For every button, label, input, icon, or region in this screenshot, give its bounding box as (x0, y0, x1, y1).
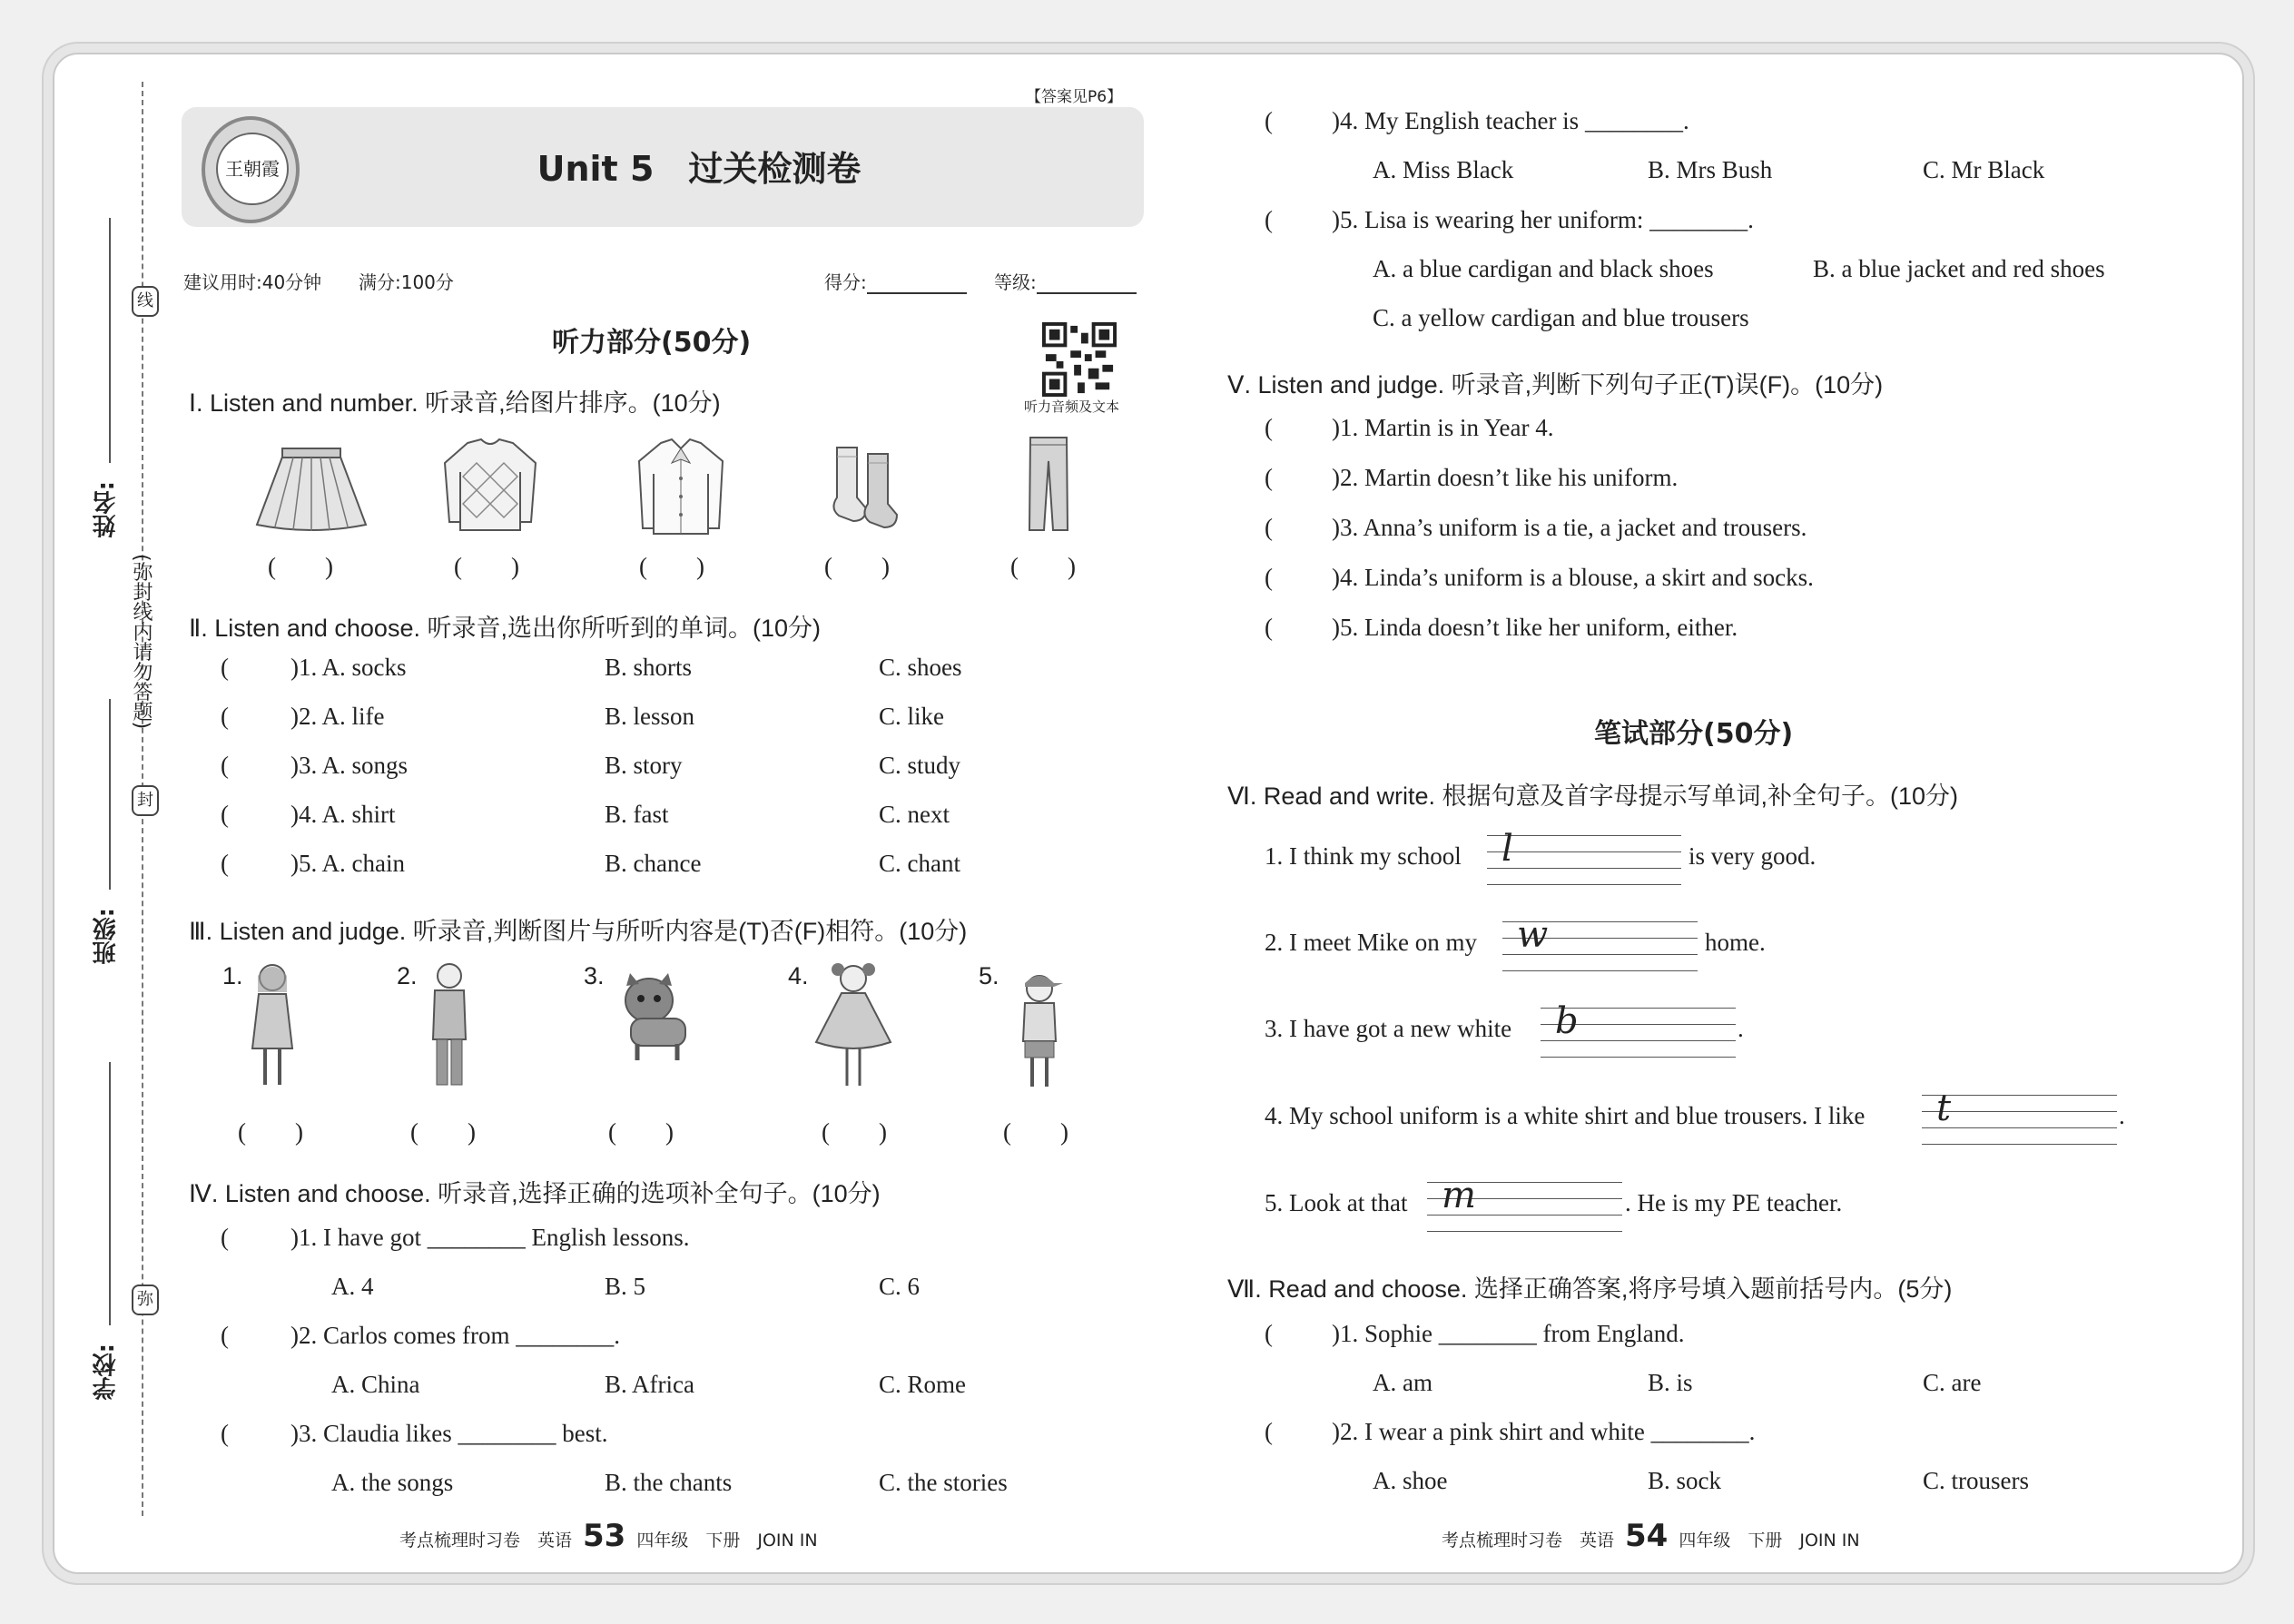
section-2-paren-3[interactable]: ( (221, 752, 229, 779)
section-6-writing-line[interactable] (1541, 1057, 1736, 1058)
section-4-option-b-3[interactable]: B. the chants (605, 1469, 733, 1496)
section-7-option-c-2[interactable]: C. trousers (1923, 1467, 2029, 1494)
section-5-statement-1: )1. Martin is in Year 4. (1332, 414, 1554, 441)
section-2-option-b-2[interactable]: B. lesson (605, 703, 695, 730)
section-6-hint-letter-5: m (1442, 1175, 1476, 1216)
section-5-heading: Ⅴ. Listen and judge. 听录音,判断下列句子正(T)误(F)。(10分) (1227, 371, 1884, 399)
section-4-option-a-2[interactable]: A. China (331, 1371, 420, 1398)
section-2-option-b-1[interactable]: B. shorts (605, 654, 693, 681)
section-3-num-1: 1. (222, 962, 243, 989)
publisher-logo (202, 116, 300, 223)
section-5-paren-3[interactable]: ( (1265, 514, 1273, 541)
section-4-question-5: )5. Lisa is wearing her uniform: ________. (1332, 206, 1754, 233)
section-2-option-b-4[interactable]: B. fast (605, 801, 669, 828)
section-3-answer-2[interactable]: ( ) (410, 1118, 476, 1146)
section-4-paren-4[interactable]: ( (1265, 107, 1273, 134)
section-2-paren-4[interactable]: ( (221, 801, 229, 828)
section-6-suffix-3: . (1738, 1015, 1744, 1042)
section-7-heading: Ⅶ. Read and choose. 选择正确答案,将序号填入题前括号内。(5分) (1227, 1275, 1953, 1303)
section-2-paren-1[interactable]: ( (221, 654, 229, 681)
footer-right-book: 考点梳理时习卷 英语 (1442, 1530, 1615, 1550)
section-1-answer-3[interactable]: ( ) (639, 553, 704, 580)
boy-picture-5 (1012, 967, 1067, 1094)
footer-left (399, 1518, 818, 1554)
section-2-paren-5[interactable]: ( (221, 850, 229, 877)
blouse-picture (635, 438, 726, 537)
section-1-answer-5[interactable]: ( ) (1010, 553, 1076, 580)
section-4-question-1: )1. I have got ________ English lessons. (290, 1224, 690, 1251)
section-2-option-c-2[interactable]: C. like (879, 703, 944, 730)
seal-note (127, 554, 154, 735)
section-4-question-3: )3. Claudia likes ________ best. (290, 1420, 608, 1447)
section-7-option-b-1[interactable]: B. is (1648, 1369, 1693, 1396)
qr-caption: 听力音频及文本 (1024, 399, 1120, 415)
section-4-option-c-4[interactable]: C. Mr Black (1923, 156, 2045, 183)
girl-picture-4 (812, 960, 894, 1092)
section-4-question-2: )2. Carlos comes from ________. (290, 1322, 620, 1349)
section-6-prompt-5: 5. Look at that (1265, 1189, 1408, 1216)
time-label: 建议用时:40分钟 (183, 271, 322, 293)
page-number-left: 53 (583, 1518, 626, 1554)
section-6-suffix-5: . He is my PE teacher. (1625, 1189, 1843, 1216)
section-6-prompt-3: 3. I have got a new white (1265, 1015, 1512, 1042)
section-6-writing-line[interactable] (1502, 970, 1698, 971)
section-2-paren-2[interactable]: ( (221, 703, 229, 730)
section-5-statement-3: )3. Anna’s uniform is a tie, a jacket and trousers. (1332, 514, 1807, 541)
section-2-option-a-2[interactable]: )2. A. life (290, 703, 385, 730)
section-5-paren-2[interactable]: ( (1265, 464, 1273, 491)
section-6-writing-line[interactable] (1922, 1111, 2117, 1112)
section-4-option-c-5[interactable]: C. a yellow cardigan and blue trousers (1373, 304, 1749, 331)
section-2-option-a-4[interactable]: )4. A. shirt (290, 801, 396, 828)
section-4-option-b-1[interactable]: B. 5 (605, 1273, 646, 1300)
school-line (109, 1062, 111, 1325)
section-4-question-4: )4. My English teacher is ________. (1332, 107, 1689, 134)
section-6-writing-line[interactable] (1922, 1095, 2117, 1096)
section-3-num-3: 3. (584, 962, 605, 989)
boy-picture-2 (422, 958, 477, 1094)
section-1-answer-4[interactable]: ( ) (824, 553, 890, 580)
section-4-option-c-2[interactable]: C. Rome (879, 1371, 967, 1398)
section-4-option-c-1[interactable]: C. 6 (879, 1273, 921, 1300)
logo-text: 王朝霞 (216, 133, 289, 205)
section-4-paren-3[interactable]: ( (221, 1420, 229, 1447)
section-6-writing-line[interactable] (1487, 884, 1681, 885)
section-2-option-a-1[interactable]: )1. A. socks (290, 654, 407, 681)
section-6-writing-line[interactable] (1487, 835, 1681, 836)
section-2-option-c-1[interactable]: C. shoes (879, 654, 962, 681)
section-3-num-2: 2. (397, 962, 418, 989)
school-label: 学校: (93, 1343, 120, 1401)
section-2-option-c-3[interactable]: C. study (879, 752, 961, 779)
section-2-heading: Ⅱ. Listen and choose. 听录音,选出你所听到的单词。(10分) (189, 615, 821, 642)
section-6-writing-line[interactable] (1487, 868, 1681, 869)
section-6-suffix-4: . (2119, 1102, 2125, 1129)
section-3-num-5: 5. (979, 962, 999, 989)
section-4-option-a-5[interactable]: A. a blue cardigan and black shoes (1373, 255, 1714, 282)
seal-char-line: 线 (132, 286, 159, 317)
qr-code[interactable] (1042, 322, 1117, 397)
section-5-statement-4: )4. Linda’s uniform is a blouse, a skirt and socks. (1332, 564, 1814, 591)
grade-label: 等级: (994, 271, 1037, 293)
section-6-hint-letter-2: w (1517, 914, 1549, 956)
socks-picture (826, 443, 908, 534)
section-6-hint-letter-1: l (1501, 828, 1513, 870)
section-7-option-a-1[interactable]: A. am (1373, 1369, 1433, 1396)
section-4-option-b-4[interactable]: B. Mrs Bush (1648, 156, 1773, 183)
footer-left-grade: 四年级 下册 JOIN IN (636, 1530, 818, 1550)
section-2-option-b-3[interactable]: B. story (605, 752, 683, 779)
footer-right-grade: 四年级 下册 JOIN IN (1679, 1530, 1860, 1550)
section-7-option-a-2[interactable]: A. shoe (1373, 1467, 1448, 1494)
section-5-paren-4[interactable]: ( (1265, 564, 1273, 591)
seal-char-mi: 弥 (132, 1284, 159, 1315)
section-6-hint-letter-4: t (1936, 1088, 1952, 1129)
score-field[interactable] (824, 268, 967, 294)
section-4-option-c-3[interactable]: C. the stories (879, 1469, 1008, 1496)
section-2-option-c-4[interactable]: C. next (879, 801, 950, 828)
section-5-paren-5[interactable]: ( (1265, 614, 1273, 641)
section-6-prompt-1: 1. I think my school (1265, 842, 1462, 870)
listening-title: 听力部分(50分) (552, 327, 752, 359)
section-4-paren-5[interactable]: ( (1265, 206, 1273, 233)
section-2-option-b-5[interactable]: B. chance (605, 850, 702, 877)
section-4-heading: Ⅳ. Listen and choose. 听录音,选择正确的选项补全句子。(10分) (189, 1180, 881, 1207)
section-3-num-4: 4. (788, 962, 809, 989)
section-2-option-c-5[interactable]: C. chant (879, 850, 960, 877)
section-3-answer-4[interactable]: ( ) (822, 1118, 887, 1146)
section-4-paren-1[interactable]: ( (221, 1224, 229, 1251)
footer-right (1442, 1518, 1860, 1554)
section-6-heading: Ⅵ. Read and write. 根据句意及首字母提示写单词,补全句子。(10分) (1227, 782, 1959, 810)
skirt-picture (252, 445, 370, 536)
class-line (109, 699, 111, 890)
page-title: Unit 5 过关检测卷 (537, 149, 861, 189)
trousers-picture (1026, 434, 1071, 534)
sweater-picture (440, 436, 540, 536)
section-5-statement-5: )5. Linda doesn’t like her uniform, either. (1332, 614, 1738, 641)
section-3-answer-3[interactable]: ( ) (608, 1118, 674, 1146)
section-4-paren-2[interactable]: ( (221, 1322, 229, 1349)
section-6-writing-line[interactable] (1427, 1231, 1622, 1232)
section-4-option-a-4[interactable]: A. Miss Black (1373, 156, 1514, 183)
score-blank[interactable] (867, 292, 967, 294)
writing-title: 笔试部分(50分) (1594, 718, 1794, 750)
section-3-answer-5[interactable]: ( ) (1003, 1118, 1068, 1146)
section-3-answer-1[interactable]: ( ) (238, 1118, 303, 1146)
section-6-prompt-2: 2. I meet Mike on my (1265, 929, 1477, 956)
name-label: 姓名: (93, 481, 120, 538)
section-4-option-b-5[interactable]: B. a blue jacket and red shoes (1813, 255, 2105, 282)
section-6-writing-line[interactable] (1922, 1144, 2117, 1145)
section-6-suffix-2: home. (1705, 929, 1766, 956)
section-3-heading: Ⅲ. Listen and judge. 听录音,判断图片与所听内容是(T)否(F)相符。(10分) (189, 918, 968, 945)
section-7-question-2: )2. I wear a pink shirt and white ________. (1332, 1418, 1756, 1445)
section-6-suffix-1: is very good. (1689, 842, 1816, 870)
section-5-paren-1[interactable]: ( (1265, 414, 1273, 441)
section-4-option-a-3[interactable]: A. the songs (331, 1469, 454, 1496)
seal-note-text: (弥封线内请勿答题) (130, 554, 153, 730)
score-label: 得分: (824, 271, 867, 293)
section-7-option-b-2[interactable]: B. sock (1648, 1467, 1721, 1494)
grade-field[interactable] (994, 268, 1137, 294)
grade-blank[interactable] (1037, 292, 1137, 294)
section-1-answer-2[interactable]: ( ) (454, 553, 519, 580)
section-5-statement-2: )2. Martin doesn’t like his uniform. (1332, 464, 1679, 491)
section-6-writing-line[interactable] (1922, 1127, 2117, 1128)
full-score-label: 满分:100分 (359, 271, 454, 293)
section-2-option-a-5[interactable]: )5. A. chain (290, 850, 405, 877)
footer-left-book: 考点梳理时习卷 英语 (399, 1530, 573, 1550)
section-4-option-a-1[interactable]: A. 4 (331, 1273, 374, 1300)
section-4-option-b-2[interactable]: B. Africa (605, 1371, 694, 1398)
section-7-question-1: )1. Sophie ________ from England. (1332, 1320, 1685, 1347)
section-1-answer-1[interactable]: ( ) (268, 553, 333, 580)
name-line (109, 218, 111, 463)
section-1-heading: Ⅰ. Listen and number. 听录音,给图片排序。(10分) (189, 389, 721, 417)
section-6-writing-line[interactable] (1487, 851, 1681, 852)
section-6-prompt-4: 4. My school uniform is a white shirt and blue trousers. I like (1265, 1102, 1866, 1129)
dog-picture-3 (608, 973, 699, 1064)
section-7-paren-1[interactable]: ( (1265, 1320, 1273, 1347)
answer-key-ref: 【答案见P6】 (1026, 88, 1123, 106)
class-label: 班级: (93, 908, 120, 965)
seal-char-seal: 封 (132, 785, 159, 816)
section-7-option-c-1[interactable]: C. are (1923, 1369, 1982, 1396)
page-number-right: 54 (1625, 1518, 1669, 1554)
section-7-paren-2[interactable]: ( (1265, 1418, 1273, 1445)
section-6-hint-letter-3: b (1555, 1000, 1579, 1042)
section-2-option-a-3[interactable]: )3. A. songs (290, 752, 409, 779)
girl-picture-1 (245, 958, 300, 1094)
